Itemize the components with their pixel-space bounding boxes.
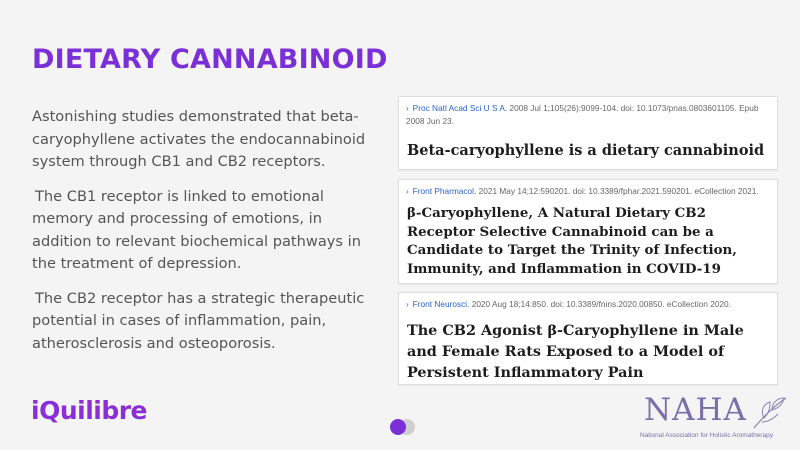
journal-link[interactable]: Front Neurosci. bbox=[412, 299, 470, 309]
journal-link[interactable]: Proc Natl Acad Sci U S A. bbox=[412, 103, 508, 113]
citation-card-2 bbox=[398, 179, 778, 284]
citation-line bbox=[406, 298, 771, 311]
slide-title: DIETARY CANNABINOID bbox=[32, 44, 388, 75]
citation-card-3 bbox=[398, 292, 778, 385]
citation-meta: 2008 Jul 1;105(26):9099-104. doi: 10.1073/pnas.0803601105. Epub 2008 Jun 23. bbox=[406, 103, 759, 126]
slide-dot-active[interactable] bbox=[390, 419, 406, 435]
naha-subtitle: National Association for Holistic Aromatherapy bbox=[640, 432, 773, 439]
paragraph-3: The CB2 receptor has a strategic therapeutic potential in cases of inflammation, pain, atherosclerosis and osteoporosis. bbox=[32, 289, 365, 352]
paper-title: The CB2 Agonist β-Caryophyllene in Male and Female Rats Exposed to a Model of Persistent Inflammatory Pain bbox=[407, 322, 744, 381]
citation-meta: 2020 Aug 18;14:850. doi: 10.3389/fnins.2020.00850. eCollection 2020. bbox=[471, 299, 731, 309]
chevron-right-icon: › bbox=[406, 187, 409, 196]
paragraph-1: Astonishing studies demonstrated that beta-caryophyllene activates the endocannabinoid system through CB1 and CB2 receptors. bbox=[32, 108, 366, 170]
chevron-right-icon: › bbox=[406, 104, 409, 113]
body-text bbox=[32, 106, 377, 367]
chevron-right-icon: › bbox=[406, 300, 409, 309]
citation-meta: 2021 May 14;12:590201. doi: 10.3389/fphar.2021.590201. eCollection 2021. bbox=[478, 186, 759, 196]
naha-logo bbox=[640, 394, 790, 444]
iquilibre-logo: iQuilibre bbox=[31, 396, 148, 425]
paper-title: β-Caryophyllene, A Natural Dietary CB2 Receptor Selective Cannabinoid can be a Candidate to Target the Trinity of Infection, Immunity, and Inflammation in COVID-19 bbox=[407, 205, 737, 277]
paper-title: Beta-caryophyllene is a dietary cannabinoid bbox=[407, 142, 765, 159]
naha-wordmark: NAHA bbox=[644, 392, 747, 428]
citation-card-1 bbox=[398, 96, 778, 170]
citation-line bbox=[406, 102, 771, 127]
citation-line bbox=[406, 185, 771, 198]
journal-link[interactable]: Front Pharmacol. bbox=[412, 186, 477, 196]
paragraph-2: The CB1 receptor is linked to emotional memory and processing of emotions, in addition to relevant biochemical pathways in the treatment of depression. bbox=[32, 187, 361, 272]
leaf-icon bbox=[750, 394, 790, 430]
